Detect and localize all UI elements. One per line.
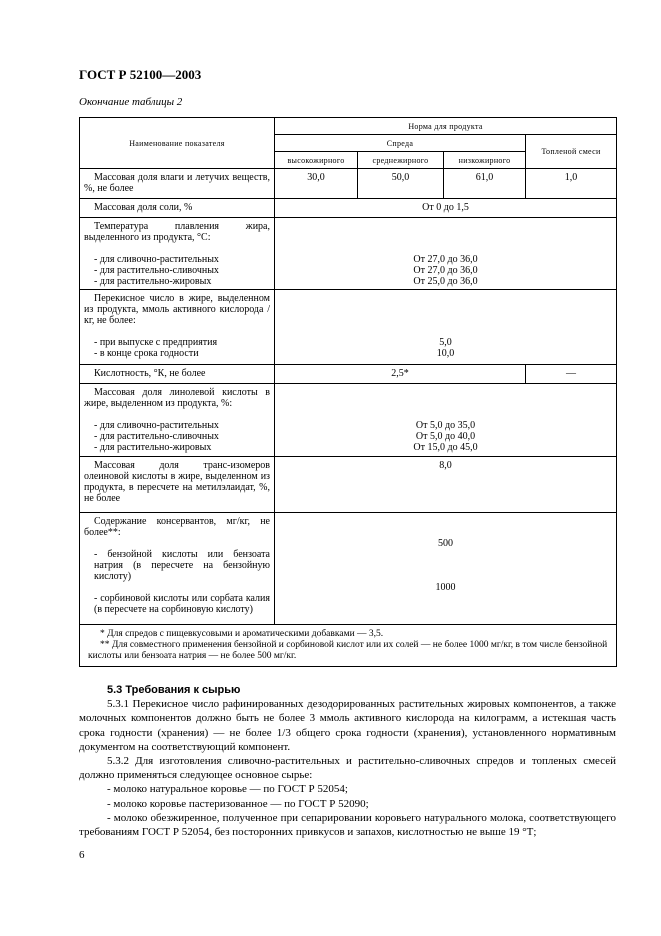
footnote-2: ** Для совместного применения бензойной и сорбиновой кислот или их солей — не более 1000 мг/кг, в том числе бензойной кислоты или бензоата натрия — не более 500 мг/кг. xyxy=(88,640,608,661)
row-sublabel: - сорбиновой кислоты или сорбата калия (в пересчете на сорбиновую кислоту) xyxy=(94,593,270,615)
table-footnotes xyxy=(80,625,617,667)
paragraph-5-3-2: 5.3.2 Для изготовления сливочно-растительных и растительно-сливочных спредов и топленых смесей должно применяться следующее основное сырье: xyxy=(79,755,616,782)
page-number: 6 xyxy=(79,849,85,861)
cell-value: От 5,0 до 40,0 xyxy=(415,431,476,442)
row-label: Кислотность, °К, не более xyxy=(80,365,275,384)
row-label: Массовая доля транс-изомеров олеиновой кислоты в жире, выделенном из продукта, в пересчете на метилэлаидат, %, не более xyxy=(80,457,275,513)
document-header: ГОСТ Р 52100—2003 xyxy=(79,67,202,82)
cell-value: От 15,0 до 45,0 xyxy=(413,442,478,453)
cell-value-group xyxy=(275,218,617,290)
row-sublabel: - бензойной кислоты или бензоата натрия (в пересчете на бензойную кислоту) xyxy=(94,549,270,582)
row-label: Перекисное число в жире, выделенном из продукта, ммоль активного кислорода /кг, не более: xyxy=(84,293,270,326)
row-label: Содержание консервантов, мг/кг, не более**: xyxy=(84,516,270,538)
row-label: Температура плавления жира, выделенного из продукта, °С: xyxy=(84,221,270,243)
table-row xyxy=(80,365,617,384)
col-header-low-fat: низкожирного xyxy=(444,152,526,169)
row-label: Массовая доля линолевой кислоты в жире, выделенном из продукта, %: xyxy=(84,387,270,409)
cell-value: 5,0 xyxy=(439,337,452,348)
table-row xyxy=(80,513,617,625)
row-sublabel: - для сливочно-растительных xyxy=(94,254,219,265)
row-label-group xyxy=(80,384,275,457)
cell-value: 50,0 xyxy=(358,169,444,199)
table-row xyxy=(80,457,617,513)
row-sublabel: - для растительно-жировых xyxy=(94,442,212,453)
row-label-group xyxy=(80,513,275,625)
row-sublabel: - при выпуске с предприятия xyxy=(94,337,218,348)
col-header-mid-fat: среднежирного xyxy=(358,152,444,169)
table-row xyxy=(80,169,617,199)
list-item: - молоко натуральное коровье — по ГОСТ Р 52054; xyxy=(107,783,348,796)
cell-value-group xyxy=(275,290,617,365)
cell-value: От 5,0 до 35,0 xyxy=(415,420,476,431)
cell-value: 30,0 xyxy=(275,169,358,199)
cell-value: 2,5* xyxy=(275,365,526,384)
col-header-norm: Норма для продукта xyxy=(275,118,617,135)
table-row xyxy=(80,384,617,457)
table-row xyxy=(80,218,617,290)
cell-value: 1,0 xyxy=(526,169,617,199)
paragraph-5-3-1: 5.3.1 Перекисное число рафинированных дезодорированных растительных жировых компонентов, а также молочных компонентов должно быть не более 3 ммоль активного кислорода на килограмм, а истекшая часть срока годности (хранения) — не более 1/3 общего срока годности (хранения), установленного нормативным документом на соответствующий компонент. xyxy=(79,698,616,753)
list-item: - молоко обезжиренное, полученное при сепарировании коровьего натурального молока, соответствующего требованиям ГОСТ Р 52054, без посторонних привкусов и запахов, кислотностью не выше 19 °Т; xyxy=(79,811,616,839)
cell-value: От 0 до 1,5 xyxy=(275,199,617,218)
cell-value: От 25,0 до 36,0 xyxy=(413,276,478,287)
section-title: 5.3 Требования к сырью xyxy=(107,684,241,696)
footnote-cell xyxy=(80,625,617,667)
row-label: Массовая доля соли, % xyxy=(80,199,275,218)
cell-value-group xyxy=(275,384,617,457)
cell-value-group xyxy=(275,513,617,625)
cell-value: 10,0 xyxy=(436,348,455,359)
section-raw-materials xyxy=(79,683,616,839)
table-row xyxy=(80,199,617,218)
col-header-high-fat: высокожирного xyxy=(275,152,358,169)
row-label-group xyxy=(80,218,275,290)
table-row xyxy=(80,290,617,365)
row-sublabel: - в конце срока годности xyxy=(94,348,199,359)
row-sublabel: - для растительно-сливочных xyxy=(94,431,219,442)
row-sublabel: - для сливочно-растительных xyxy=(94,420,219,431)
col-header-indicator: Наименование показателя xyxy=(80,118,275,169)
col-header-spread: Спреда xyxy=(275,135,526,152)
table-caption: Окончание таблицы 2 xyxy=(79,96,183,108)
list-item: - молоко коровье пастеризованное — по ГОСТ Р 52090; xyxy=(107,797,369,810)
row-label-group xyxy=(80,290,275,365)
row-label: Массовая доля влаги и летучих веществ, %, не более xyxy=(80,169,275,199)
cell-value: 500 xyxy=(438,538,454,549)
cell-value: 8,0 xyxy=(275,457,617,513)
row-sublabel: - для растительно-жировых xyxy=(94,276,212,287)
footnote-1: * Для спредов с пищевкусовыми и ароматическими добавками — 3,5. xyxy=(100,629,384,639)
row-sublabel: - для растительно-сливочных xyxy=(94,265,219,276)
cell-value: От 27,0 до 36,0 xyxy=(413,254,478,265)
col-header-melted: Топленой смеси xyxy=(526,135,617,169)
cell-value: — xyxy=(526,365,617,384)
cell-value: От 27,0 до 36,0 xyxy=(413,265,478,276)
requirements-table xyxy=(79,117,617,667)
cell-value: 61,0 xyxy=(444,169,526,199)
cell-value: 1000 xyxy=(435,582,456,593)
